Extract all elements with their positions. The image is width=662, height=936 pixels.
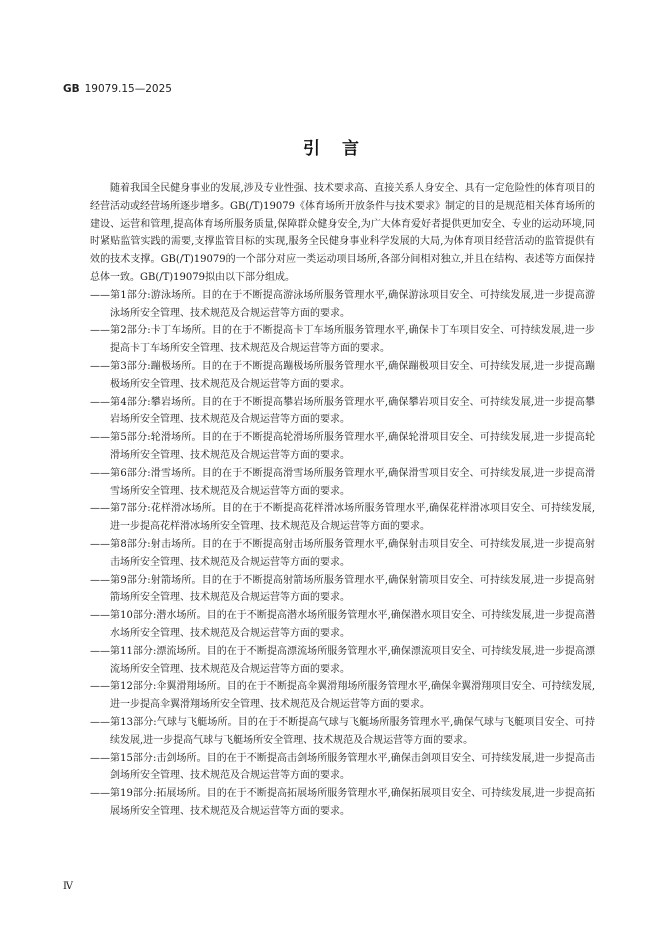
list-item: ——第6部分:滑雪场所。目的在于不断提高滑雪场所服务管理水平,确保滑雪项目安全、可持续发展,进一步提高滑雪场所安全管理、技术规范及合规运营等方面的要求。 [90, 467, 595, 497]
document-body [90, 180, 595, 821]
list-item: ——第15部分:击剑场所。目的在于不断提高击剑场所服务管理水平,确保击剑项目安全、可持续发展,进一步提高击剑场所安全管理、技术规范及合规运营等方面的要求。 [90, 752, 595, 782]
list-item: ——第2部分:卡丁车场所。目的在于不断提高卡丁车场所服务管理水平,确保卡丁车项目安全、可持续发展,进一步提高卡丁车场所安全管理、技术规范及合规运营等方面的要求。 [90, 325, 595, 355]
list-item: ——第5部分:轮滑场所。目的在于不断提高轮滑场所服务管理水平,确保轮滑项目安全、可持续发展,进一步提高轮滑场所安全管理、技术规范及合规运营等方面的要求。 [90, 432, 595, 461]
list-item: ——第7部分:花样滑冰场所。目的在于不断提高花样滑冰场所服务管理水平,确保花样滑冰项目安全、可持续发展,进一步提高花样滑冰场所安全管理、技术规范及合规运营等方面的要求。 [90, 503, 595, 533]
list-item: ——第4部分:攀岩场所。目的在于不断提高攀岩场所服务管理水平,确保攀岩项目安全、可持续发展,进一步提高攀岩场所安全管理、技术规范及合规运营等方面的要求。 [90, 396, 595, 426]
list-item: ——第11部分:漂流场所。目的在于不断提高漂流场所服务管理水平,确保漂流项目安全、可持续发展,进一步提高漂流场所安全管理、技术规范及合规运营等方面的要求。 [90, 645, 595, 675]
list-item: ——第19部分:拓展场所。目的在于不断提高拓展场所服务管理水平,确保拓展项目安全、可持续发展,进一步提高拓展场所安全管理、技术规范及合规运营等方面的要求。 [90, 788, 595, 817]
list-item: ——第9部分:射箭场所。目的在于不断提高射箭场所服务管理水平,确保射箭项目安全、可持续发展,进一步提高射箭场所安全管理、技术规范及合规运营等方面的要求。 [90, 574, 595, 604]
list-item: ——第8部分:射击场所。目的在于不断提高射击场所服务管理水平,确保射击项目安全、可持续发展,进一步提高射击场所安全管理、技术规范及合规运营等方面的要求。 [90, 538, 595, 568]
page-number: Ⅳ [63, 881, 73, 892]
list-item: ——第13部分:气球与飞艇场所。目的在于不断提高气球与飞艇场所服务管理水平,确保气球与飞艇项目安全、可持续发展,进一步提高气球与飞艇场所安全管理、技术规范及合规运营等方面的要求。 [90, 716, 595, 746]
document-header [63, 83, 172, 95]
standard-number: 19079.15—2025 [84, 83, 172, 95]
standard-prefix: GB [63, 83, 80, 95]
page-title: 引言 [303, 139, 381, 159]
intro-paragraph: 随着我国全民健身事业的发展,涉及专业性强、技术要求高、直接关系人身安全、具有一定危险性的体育项目的经营活动或经营场所逐步增多。GB(/T)19079《体育场所开放条件与技术要求》制定的目的是规范相关体育场所的建设、运营和管理,提高体育场所服务质量,保障群众健身安全,为广大体育爱好者提供更加安全、专业的运动环境,同时紧贴监管实践的需要,支撑监管目标的实现,服务全民健身事业科学发展的大局,为体育项目经营活动的监管提供有效的技术支撑。GB(/T)19079的一个部分对应一类运动项目场所,各部分间相对独立,并且在结构、表述等方面保持总体一致。GB(/T)19079拟由以下部分组成。 [90, 183, 595, 283]
list-item: ——第10部分:潜水场所。目的在于不断提高潜水场所服务管理水平,确保潜水项目安全、可持续发展,进一步提高潜水场所安全管理、技术规范及合规运营等方面的要求。 [90, 610, 595, 639]
list-item: ——第3部分:蹦极场所。目的在于不断提高蹦极场所服务管理水平,确保蹦极项目安全、可持续发展,进一步提高蹦极场所安全管理、技术规范及合规运营等方面的要求。 [90, 360, 595, 390]
list-item: ——第12部分:伞翼滑翔场所。目的在于不断提高伞翼滑翔场所服务管理水平,确保伞翼滑翔项目安全、可持续发展,进一步提高伞翼滑翔场所安全管理、技术规范及合规运营等方面的要求。 [90, 681, 595, 711]
list-item: ——第1部分:游泳场所。目的在于不断提高游泳场所服务管理水平,确保游泳项目安全、可持续发展,进一步提高游泳场所安全管理、技术规范及合规运营等方面的要求。 [90, 289, 595, 319]
